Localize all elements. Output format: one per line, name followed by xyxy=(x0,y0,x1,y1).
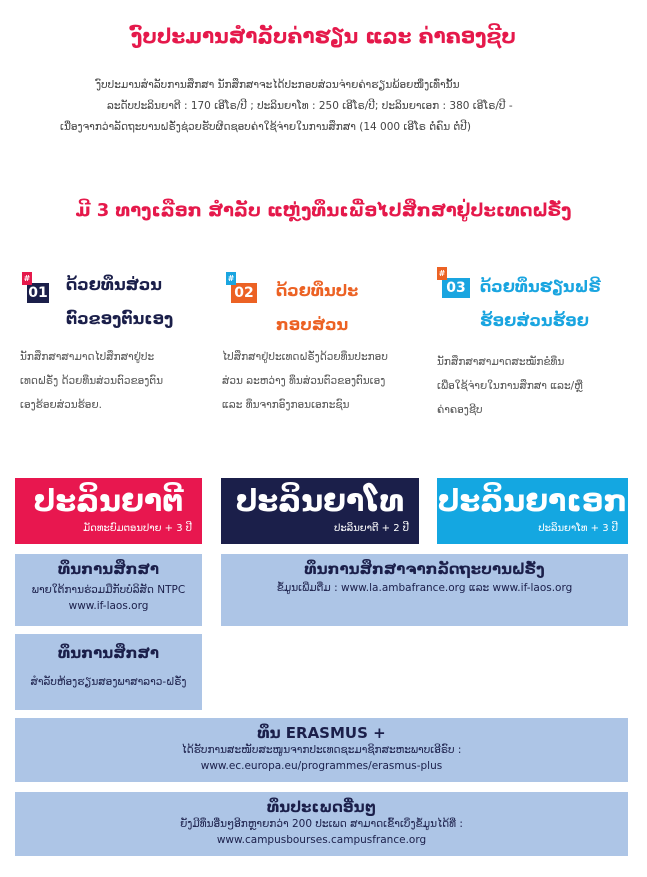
option-title-line: ດ້ວຍທຶນສ່ວນ xyxy=(66,275,162,294)
option-title-line: ດ້ວຍທຶນປະ xyxy=(276,281,359,300)
scholarship-line: ພາຍໃຕ້ການຮ່ວມມືກັບບໍລິສັດ NTPC xyxy=(31,584,186,596)
level-requirement: ປະລິນຍາໂທ + 3 ປີ xyxy=(538,523,618,534)
option-title xyxy=(480,270,601,338)
scholarship-title: ທຶນປະເພດອື່ນໆ xyxy=(267,798,376,816)
scholarship-link[interactable]: www.campusbourses.campusfrance.org xyxy=(216,834,427,846)
hash-tag: # xyxy=(438,269,446,278)
hash-tag: # xyxy=(227,274,235,283)
option-description xyxy=(222,345,388,417)
scholarship-link[interactable]: www.if-laos.org xyxy=(68,600,149,612)
option-desc-line: ນັກສຶກສາສາມາດໄປສຶກສາຢູ່ປະ xyxy=(20,351,155,363)
option-number-badge xyxy=(438,269,470,298)
scholarship-link[interactable]: ຂໍ້ມູນເພີ່ມຕື່ມ : www.la.ambafrance.org ແລະ www.if-laos.org xyxy=(276,582,573,594)
option-number: 01 xyxy=(28,285,48,301)
scholarship-lao-french xyxy=(15,634,202,710)
option-description xyxy=(20,345,163,417)
option-desc-line: ຄ່າຄອງຊີບ xyxy=(437,404,483,416)
level-requirement: ມັດທະຍົມຕອນປາຍ + 3 ປີ xyxy=(83,523,192,534)
intro-text xyxy=(60,75,600,138)
option-desc-line: ນັກສຶກສາສາມາດສະໝັກຂໍທຶນ xyxy=(437,356,565,368)
option-number: 02 xyxy=(234,285,254,301)
scholarship-title: ທຶນ ERASMUS + xyxy=(257,724,386,742)
scholarship-line: ໄດ້ຮັບການສະໜັບສະໜູນຈາກປະເທດຊະມາຊິກສະຫະພາບເອີຣົບ : xyxy=(181,744,462,756)
hash-tag: # xyxy=(23,274,31,283)
scholarship-line: ຍັງມີທຶນອື່ນໆອີກຫຼາຍກວ່າ 200 ປະເພດ ສາມາດເຂົ້າເບິ່ງຂໍ້ມູນໄດ້ທີ່ : xyxy=(180,818,463,830)
level-name: ປະລິນຍາຕີ xyxy=(33,484,184,519)
level-doctorate xyxy=(437,478,628,544)
option-title-line: ຮ້ອຍສ່ວນຮ້ອຍ xyxy=(480,311,589,330)
scholarship-line: ສຳລັບຫ້ອງຮຽນສອງພາສາລາວ-ຝຣັ່ງ xyxy=(30,676,187,688)
option-number-badge xyxy=(227,274,257,303)
level-name: ປະລິນຍາເອກ xyxy=(437,484,628,519)
scholarship-title: ທຶນການສຶກສາ xyxy=(58,644,159,662)
option-desc-line: ເອງຮ້ອຍສ່ວນຮ້ອຍ. xyxy=(20,399,103,411)
option-title xyxy=(276,274,358,342)
scholarship-erasmus xyxy=(15,718,628,782)
option-title-line: ດ້ວຍທຶນຮຽນຟຣີ xyxy=(480,277,601,296)
option-number: 03 xyxy=(446,280,466,296)
option-description xyxy=(437,350,583,422)
option-title xyxy=(66,268,173,336)
option-desc-line: ເພື່ອໃຊ້ຈ່າຍໃນການສຶກສາ ແລະ/ຫຼື xyxy=(437,380,583,392)
option-title-line: ຕົວຂອງຕົນເອງ xyxy=(66,309,174,328)
level-name: ປະລິນຍາໂທ xyxy=(235,484,405,519)
intro-line: ລະດັບປະລິນຍາຕີ : 170 ເອີໂຣ/ປີ ; ປະລິນຍາໂທ : 250 ເອີໂຣ/ປີ; ປະລິນຍາເອກ : 380 ເອີໂຣ/ປີ - xyxy=(107,100,513,112)
intro-line: ງົບປະມານສຳລັບການສຶກສາ ນັກສຶກສາຈະໄດ້ປະກອບສ່ວນຈ່າຍຄ່າຮຽນພ້ອຍໜຶ່ງເທົ່ານັ້ນ xyxy=(96,79,460,91)
option-number-badge xyxy=(23,274,49,303)
option-desc-line: ສ່ວນ ລະຫວ່າງ ທຶນສ່ວນຕົວຂອງຕົນເອງ xyxy=(222,375,386,387)
page-title: ງົບປະມານສຳລັບຄ່າຮຽນ ແລະ ຄ່າຄອງຊີບ xyxy=(131,24,516,48)
level-master xyxy=(221,478,419,544)
intro-line: ເນື່ອງຈາກວ່າລັດຖະບານຝຣັ່ງຊ່ວຍຮັບຜິດຊອບຄ່າໃຊ້ຈ່າຍໃນການສຶກສາ (14 000 ເອີໂຣ ຕໍ່ຄົນ ຕໍ່ປີ) xyxy=(60,121,471,133)
level-bachelor xyxy=(15,478,202,544)
scholarship-title: ທຶນການສຶກສາຈາກລັດຖະບານຝຣັ່ງ xyxy=(304,560,545,578)
scholarship-link[interactable]: www.ec.europa.eu/programmes/erasmus-plus xyxy=(200,760,443,772)
option-desc-line: ໄປສຶກສາຢູ່ປະເທດຝຣັ່ງດ້ວຍທຶນປະກອບ xyxy=(222,351,388,363)
scholarship-government xyxy=(221,554,628,626)
options-heading: ມີ 3 ທາງເລືອກ ສຳລັບ ແຫຼ່ງທຶນເພື່ອໄປສຶກສາຢູ່ປະເທດຝຣັ່ງ xyxy=(75,200,572,221)
option-desc-line: ເທດຝຣັ່ງ ດ້ວຍທຶນສ່ວນຕົວຂອງຕົນ xyxy=(20,375,164,387)
level-requirement: ປະລິນຍາຕີ + 2 ປີ xyxy=(334,523,409,534)
scholarship-other xyxy=(15,792,628,856)
option-desc-line: ແລະ ທຶນຈາກອົງກອນເອກະຊົນ xyxy=(222,399,350,411)
scholarship-title: ທຶນການສຶກສາ xyxy=(58,560,159,578)
scholarship-ntpc xyxy=(15,554,202,626)
option-title-line: ກອບສ່ວນ xyxy=(276,315,349,334)
